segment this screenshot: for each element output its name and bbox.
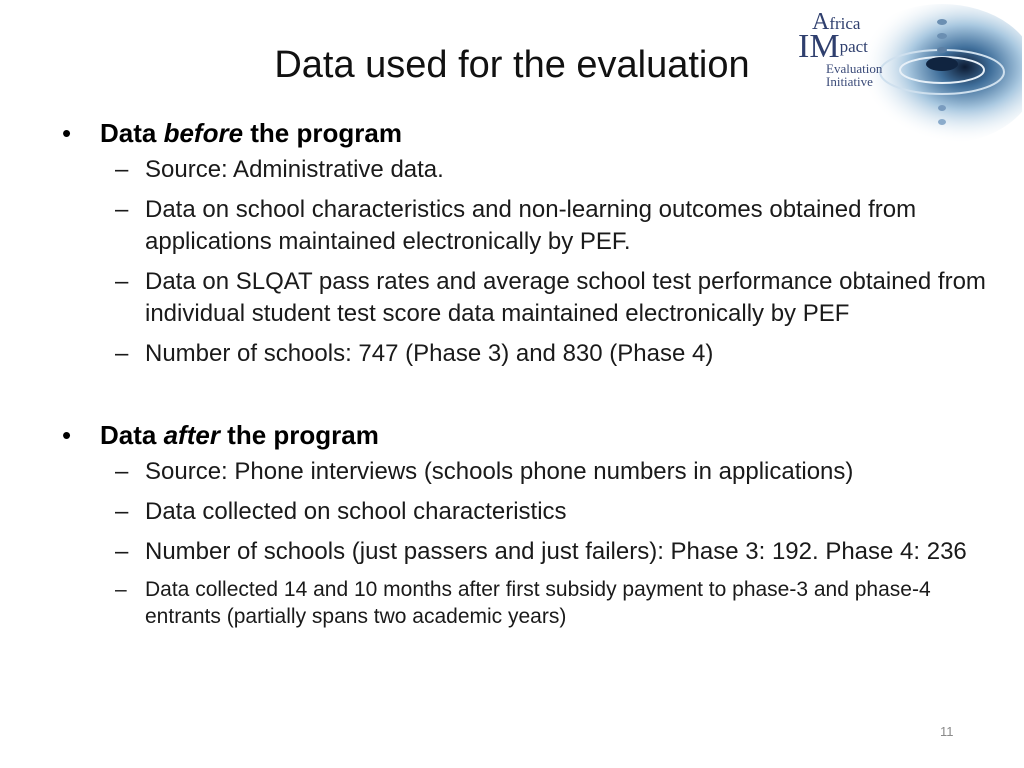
logo-word: frica [829,14,861,33]
dash-icon: – [115,196,129,223]
logo-letter: A [812,9,830,35]
dash-icon: – [115,268,129,295]
sub-item [62,194,1002,258]
sub-item-text: Data on SLQAT pass rates and average school test performance obtained from individual student test score data maintained electronically by PEF [145,268,986,327]
dash-icon: – [115,156,129,183]
dash-icon: – [115,498,129,525]
sub-item-text: Source: Administrative data. [145,156,444,183]
bullet-heading-after [62,418,1002,452]
section-gap [62,378,1002,418]
dash-icon: – [115,458,129,485]
slide-title: Data used for the evaluation [274,44,750,86]
heading-emphasis: before [163,118,244,148]
sub-item-text: Number of schools (just passers and just failers): Phase 3: 192. Phase 4: 236 [145,538,967,565]
sub-item-text: Source: Phone interviews (schools phone numbers in applications) [145,458,854,485]
heading-text: Data [100,118,164,148]
heading-emphasis: after [163,420,220,450]
heading-text: Data [100,420,164,450]
page-number: 11 [940,724,954,739]
sub-item [62,536,1002,568]
dash-icon: – [115,340,129,367]
logo-word: IM [798,28,840,65]
sub-item [62,496,1002,528]
bullet-icon: • [62,118,72,148]
logo-word: pact [839,37,868,56]
bullet-heading-before [62,116,1002,150]
sub-item [62,576,1002,630]
sub-item [62,456,1002,488]
sub-item-text: Data collected 14 and 10 months after first subsidy payment to phase-3 and phase-4 entrants (partially spans two academic years) [145,578,931,628]
logo-wordmark [798,9,883,89]
heading-text: the program [219,420,379,450]
dash-icon: – [115,578,127,601]
logo-initiative: Initiative [826,74,873,89]
bullet-icon: • [62,420,72,450]
slide-body [62,116,1002,638]
sub-item-text: Data on school characteristics and non-learning outcomes obtained from applications maintained electronically by PEF. [145,196,917,255]
sub-item-text: Number of schools: 747 (Phase 3) and 830 (Phase 4) [145,340,714,367]
sub-item [62,154,1002,186]
sub-item [62,266,1002,330]
sub-item-text: Data collected on school characteristics [145,498,567,525]
heading-text: the program [243,118,402,148]
logo-evaluation: Evaluation [826,61,883,76]
sub-item [62,338,1002,370]
dash-icon: – [115,538,129,565]
